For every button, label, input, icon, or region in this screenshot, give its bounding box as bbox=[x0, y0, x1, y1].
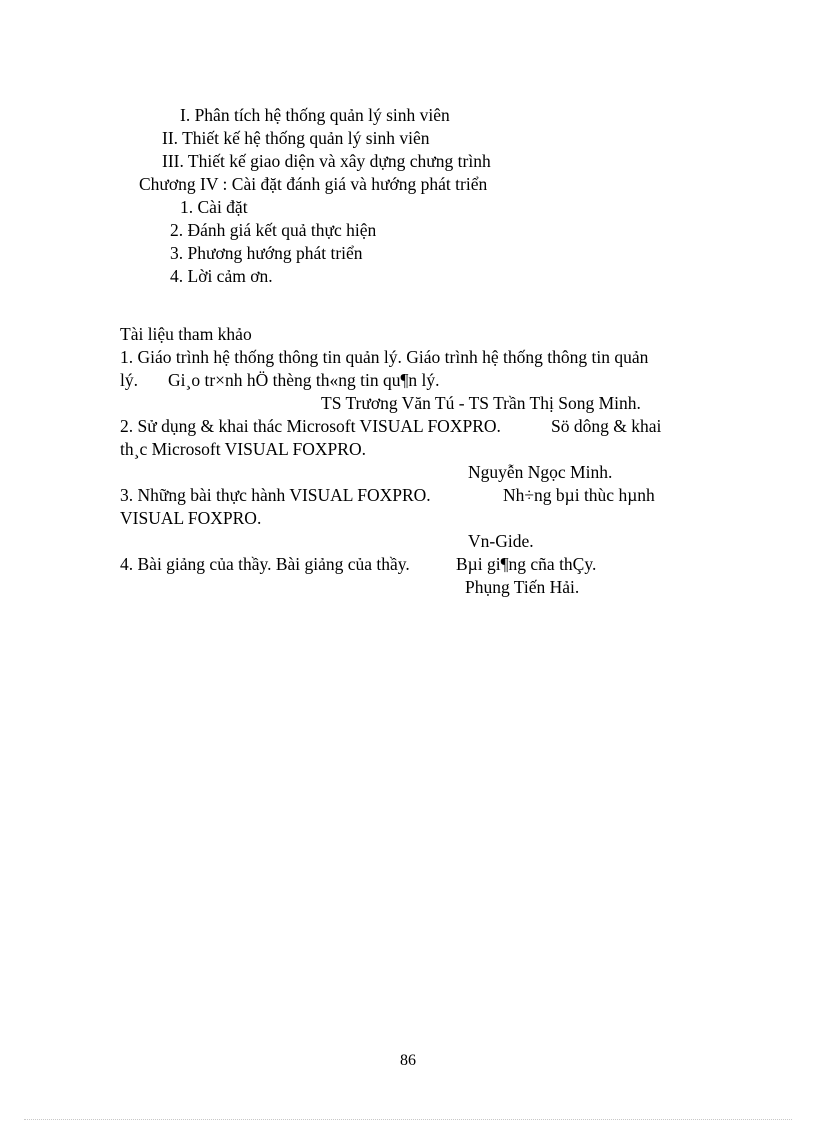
toc-item-1: I. Phân tích hệ thống quản lý sinh viên bbox=[180, 105, 450, 125]
reference-2-author: Nguyễn Ngọc Minh. bbox=[468, 462, 613, 482]
reference-1-author: TS Trương Văn Tú - TS Trần Thị Song Minh. bbox=[321, 393, 641, 413]
page-bottom-divider bbox=[24, 1119, 792, 1120]
references-heading: Tài liệu tham khảo bbox=[120, 324, 252, 344]
reference-4-line-1a: 4. Bài giảng của thầy. Bài giảng của thầy. bbox=[120, 554, 410, 574]
reference-4-line-1b: Bµi gi¶ng cña thÇy. bbox=[456, 554, 597, 574]
reference-1-line-2a: lý. bbox=[120, 370, 138, 390]
reference-3-line-1b: Nh÷ng bµi thùc hµnh bbox=[503, 485, 655, 505]
toc-sub-4: 4. Lời cảm ơn. bbox=[170, 266, 273, 286]
toc-chapter-4: Chương IV : Cài đặt đánh giá và hướng phát triển bbox=[139, 174, 488, 194]
reference-1-line-2b: Gi¸o tr×nh hÖ thèng th«ng tin qu¶n lý. bbox=[168, 370, 440, 390]
toc-sub-1: 1. Cài đặt bbox=[180, 197, 248, 217]
reference-3-line-2: VISUAL FOXPRO. bbox=[120, 508, 262, 528]
reference-3-author: Vn-Gide. bbox=[468, 531, 534, 551]
reference-3-line-1a: 3. Những bài thực hành VISUAL FOXPRO. bbox=[120, 485, 431, 505]
reference-2-line-1b: Sö dông & khai bbox=[551, 416, 662, 436]
reference-2-line-2: th¸c Microsoft VISUAL FOXPRO. bbox=[120, 439, 366, 459]
reference-4-author: Phụng Tiến Hải. bbox=[465, 577, 580, 597]
reference-1-line-1: 1. Giáo trình hệ thống thông tin quản lý. Giáo trình hệ thống thông tin quản bbox=[120, 347, 649, 367]
toc-item-2: II. Thiết kế hệ thống quản lý sinh viên bbox=[162, 128, 430, 148]
page-number: 86 bbox=[400, 1052, 416, 1069]
toc-sub-2: 2. Đánh giá kết quả thực hiện bbox=[170, 220, 377, 240]
reference-2-line-1a: 2. Sử dụng & khai thác Microsoft VISUAL FOXPRO. bbox=[120, 416, 501, 436]
toc-sub-3: 3. Phương hướng phát triển bbox=[170, 243, 363, 263]
toc-item-3: III. Thiết kế giao diện và xây dựng chưng trình bbox=[162, 151, 491, 171]
